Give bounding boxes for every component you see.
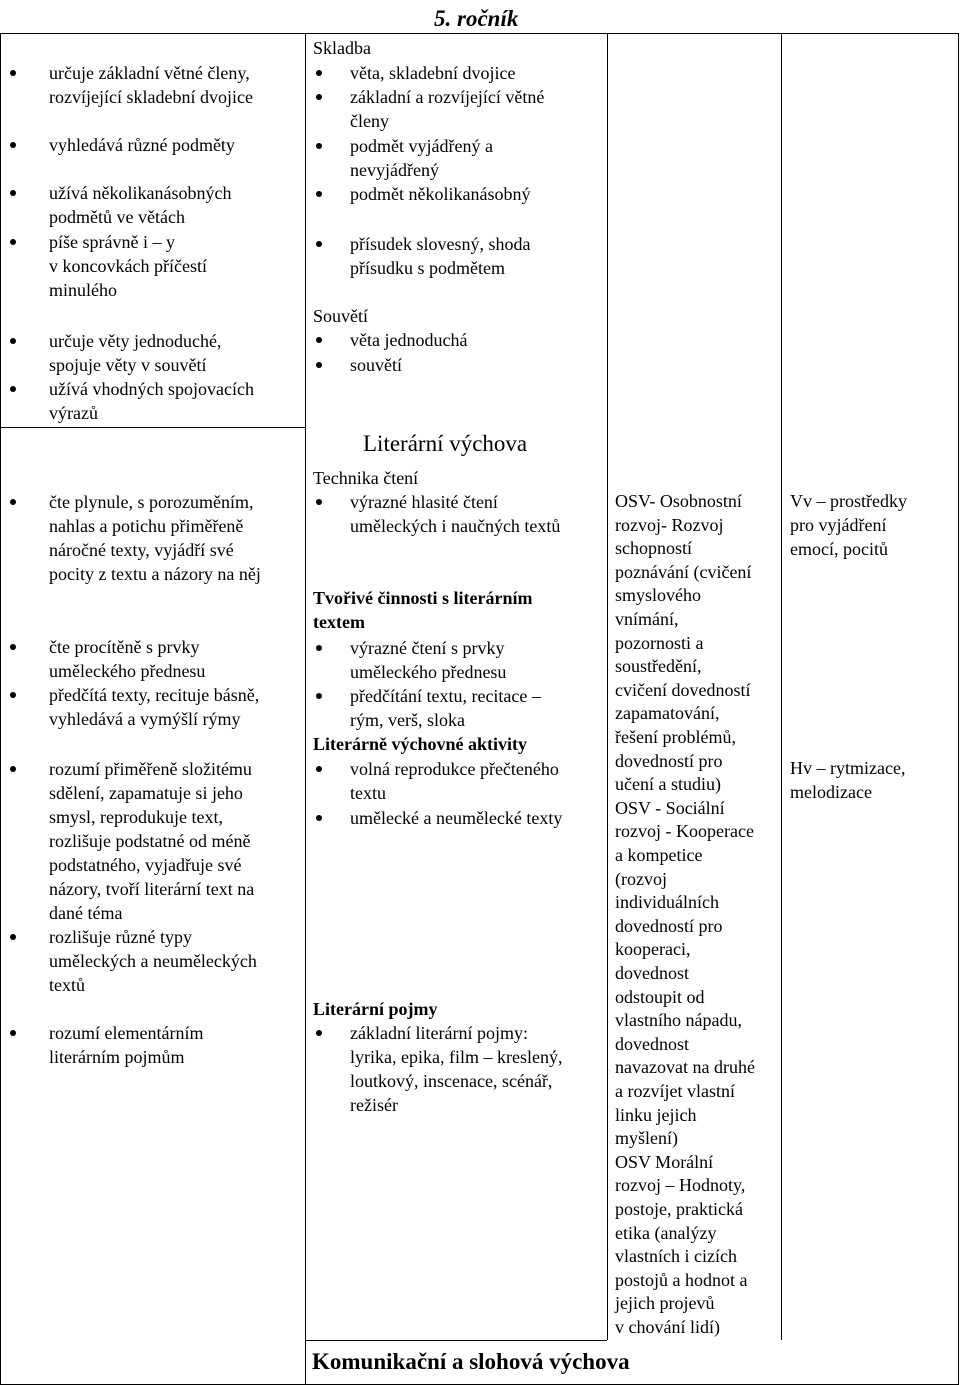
bullet-icon (10, 338, 16, 344)
cross-curricular-osv-line: dovedností pro (615, 915, 723, 936)
topic-line: uměleckých i naučných textů (350, 516, 561, 536)
cross-curricular-osv-line: individuálních (615, 892, 719, 913)
cross-curricular-osv-line: soustředění, (615, 656, 702, 677)
border-right (958, 33, 959, 1385)
cross-curricular-osv-line: cvičení dovedností (615, 679, 751, 700)
cross-curricular-osv-line: OSV - Sociální (615, 797, 725, 818)
section-title-literarni-vychova: Literární výchova (363, 431, 528, 456)
cross-curricular-osv-line: myšlení) (615, 1128, 678, 1149)
section-heading-pojmy: Literární pojmy (313, 999, 438, 1019)
outcome-line: spojuje věty v souvětí (49, 355, 207, 375)
cross-curricular-osv-line: odstoupit od (615, 986, 705, 1007)
topic-line: loutkový, inscenace, scénář, (350, 1071, 553, 1091)
bullet-icon (10, 766, 16, 772)
bullet-icon (316, 191, 322, 197)
section-heading-technika: Technika čtení (313, 468, 419, 488)
cross-curricular-osv-line: OSV Morální (615, 1151, 714, 1172)
cross-curricular-osv-line: rozvoj - Kooperace (615, 821, 754, 842)
outcome-line: určuje věty jednoduché, (49, 331, 222, 351)
topic-line: souvětí (350, 355, 402, 375)
section-heading-skladba: Skladba (313, 38, 371, 58)
row-divider-middle (305, 1340, 607, 1341)
bullet-icon (10, 644, 16, 650)
cross-curricular-osv-line: zapamatování, (615, 703, 720, 724)
cross-curricular-osv-line: kooperaci, (615, 939, 691, 960)
topic-line: výrazné hlasité čtení (350, 492, 498, 512)
outcome-line: píše správně i – y (49, 232, 175, 252)
bullet-icon (316, 362, 322, 368)
cross-curricular-osv-line: v chování lidí) (615, 1317, 720, 1337)
outcome-line: rozumí přiměřeně složitému (49, 759, 252, 779)
cross-curricular-osv-line: řešení problémů, (615, 727, 736, 747)
bullet-icon (316, 241, 322, 247)
outcome-line: literárním pojmům (49, 1047, 185, 1067)
cross-curricular-hv-line: Hv – rytmizace, (790, 758, 906, 778)
cross-curricular-osv-line: vlastního nápadu, (615, 1010, 742, 1031)
bullet-icon (316, 766, 322, 772)
cross-curricular-osv-line: postojů a hodnot a (615, 1269, 748, 1290)
outcome-line: náročné texty, vyjádří své (49, 540, 234, 560)
bullet-icon (10, 692, 16, 698)
cross-curricular-osv-line: etika (analýzy (615, 1222, 717, 1243)
cross-curricular-osv-line: a kompetice (615, 845, 703, 865)
cross-curricular-osv-line: linku jejich (615, 1104, 697, 1125)
outcome-line: užívá vhodných spojovacích (49, 379, 254, 399)
topic-line: věta, skladební dvojice (350, 63, 516, 83)
outcome-line: textů (49, 975, 85, 995)
section-heading-souveti: Souvětí (313, 306, 369, 326)
outcome-line: čte procítěně s prvky (49, 637, 200, 657)
cross-curricular-osv-line: dovedností pro (615, 750, 723, 771)
topic-line: umělecké a neumělecké texty (350, 808, 563, 828)
outcome-line: nahlas a potichu přiměřeně (49, 516, 244, 536)
topic-line: volná reprodukce přečteného (350, 759, 559, 779)
outcome-line: sdělení, zapamatuje si jeho (49, 783, 243, 803)
outcome-line: užívá několikanásobných (49, 183, 232, 203)
topic-line: rým, verš, sloka (350, 710, 465, 730)
topic-line: předčítání textu, recitace – (350, 686, 541, 706)
border-left (0, 33, 1, 1385)
bullet-icon (316, 337, 322, 343)
outcome-line: podstatného, vyjadřuje své (49, 855, 242, 875)
cross-curricular-osv-line: OSV- Osobnostní (615, 491, 742, 511)
cross-curricular-osv-line: navazovat na druhé (615, 1057, 755, 1078)
cross-curricular-vv-line: emocí, pocitů (790, 539, 888, 559)
column-divider-3 (781, 33, 782, 1340)
cross-curricular-osv-line: smyslového (615, 585, 702, 606)
cross-curricular-vv-line: pro vyjádření (790, 515, 887, 535)
cross-curricular-osv-line: učení a studiu) (615, 774, 721, 795)
border-top (0, 33, 958, 34)
bullet-icon (10, 1030, 16, 1036)
outcome-line: čte plynule, s porozuměním, (49, 492, 254, 512)
topic-line: výrazné čtení s prvky (350, 638, 505, 658)
bullet-icon (316, 70, 322, 76)
outcome-line: rozvíjející skladební dvojice (49, 87, 253, 107)
section-heading-tvorive: textem (313, 612, 365, 632)
outcome-line: určuje základní větné členy, (49, 63, 250, 83)
outcome-line: minulého (49, 280, 117, 300)
cross-curricular-osv-line: poznávání (cvičení (615, 561, 752, 582)
cross-curricular-osv-line: dovednost (615, 1033, 689, 1054)
bullet-icon (10, 239, 16, 245)
bullet-icon (10, 386, 16, 392)
cross-curricular-vv-line: Vv – prostředky (790, 491, 907, 511)
column-divider-1 (305, 33, 306, 1385)
topic-line: věta jednoduchá (350, 330, 468, 350)
topic-line: základní a rozvíjející větné (350, 87, 545, 107)
topic-line: přísudku s podmětem (350, 258, 505, 278)
bullet-icon (316, 499, 322, 505)
bullet-icon (10, 499, 16, 505)
section-title-komunikacni: Komunikační a slohová výchova (312, 1349, 630, 1374)
cross-curricular-osv-line: (rozvoj (615, 868, 667, 889)
topic-line: textu (350, 783, 386, 803)
bullet-icon (316, 1030, 322, 1036)
outcome-line: rozlišuje různé typy (49, 927, 192, 947)
bullet-icon (316, 645, 322, 651)
section-heading-aktivity: Literárně výchovné aktivity (313, 734, 527, 754)
outcome-line: smysl, reprodukuje text, (49, 807, 223, 827)
outcome-line: předčítá texty, recituje básně, (49, 685, 260, 705)
topic-line: nevyjádřený (350, 160, 439, 180)
outcome-line: pocity z textu a názory na něj (49, 564, 261, 584)
page-title: 5. ročník (434, 6, 519, 31)
row-divider-left (0, 427, 305, 428)
bullet-icon (316, 94, 322, 100)
topic-line: uměleckého přednesu (350, 662, 507, 682)
outcome-line: uměleckého přednesu (49, 661, 206, 681)
outcome-line: podmětů ve větách (49, 207, 185, 227)
bullet-icon (10, 934, 16, 940)
outcome-line: dané téma (49, 903, 123, 923)
topic-line: členy (350, 111, 389, 131)
topic-line: podmět vyjádřený a (350, 136, 493, 156)
topic-line: podmět několikanásobný (350, 184, 531, 204)
topic-line: lyrika, epika, film – kreslený, (350, 1047, 563, 1067)
cross-curricular-osv-line: jejich projevů (615, 1293, 715, 1314)
outcome-line: vyhledává různé podměty (49, 135, 235, 155)
cross-curricular-osv-line: vlastních i cizích (615, 1246, 737, 1267)
outcome-line: rozumí elementárním (49, 1023, 204, 1043)
bullet-icon (316, 815, 322, 821)
topic-line: režisér (350, 1095, 398, 1115)
topic-line: přísudek slovesný, shoda (350, 234, 531, 254)
cross-curricular-osv-line: postoje, praktická (615, 1199, 743, 1219)
cross-curricular-hv-line: melodizace (790, 782, 872, 802)
outcome-line: vyhledává a vymýšlí rýmy (49, 709, 241, 729)
cross-curricular-osv-line: schopností (615, 538, 693, 559)
bullet-icon (10, 190, 16, 196)
outcome-line: uměleckých a neuměleckých (49, 951, 257, 971)
outcome-line: rozlišuje podstatné od méně (49, 831, 251, 851)
cross-curricular-osv-line: dovednost (615, 963, 689, 983)
cross-curricular-osv-line: vnímání, (615, 609, 679, 629)
topic-line: základní literární pojmy: (350, 1023, 528, 1043)
bullet-icon (316, 143, 322, 149)
cross-curricular-osv-line: pozornosti a (615, 632, 704, 653)
bullet-icon (10, 70, 16, 76)
cross-curricular-osv-line: rozvoj – Hodnoty, (615, 1175, 746, 1196)
cross-curricular-osv-line: a rozvíjet vlastní (615, 1081, 735, 1101)
outcome-line: v koncovkách příčestí (49, 256, 207, 276)
outcome-line: výrazů (49, 403, 98, 423)
bullet-icon (316, 693, 322, 699)
cross-curricular-osv-line: rozvoj- Rozvoj (615, 514, 724, 535)
outcome-line: názory, tvoří literární text na (49, 879, 255, 899)
bullet-icon (10, 142, 16, 148)
column-divider-2 (607, 33, 608, 1340)
section-heading-tvorive: Tvořivé činnosti s literárním (313, 588, 533, 608)
